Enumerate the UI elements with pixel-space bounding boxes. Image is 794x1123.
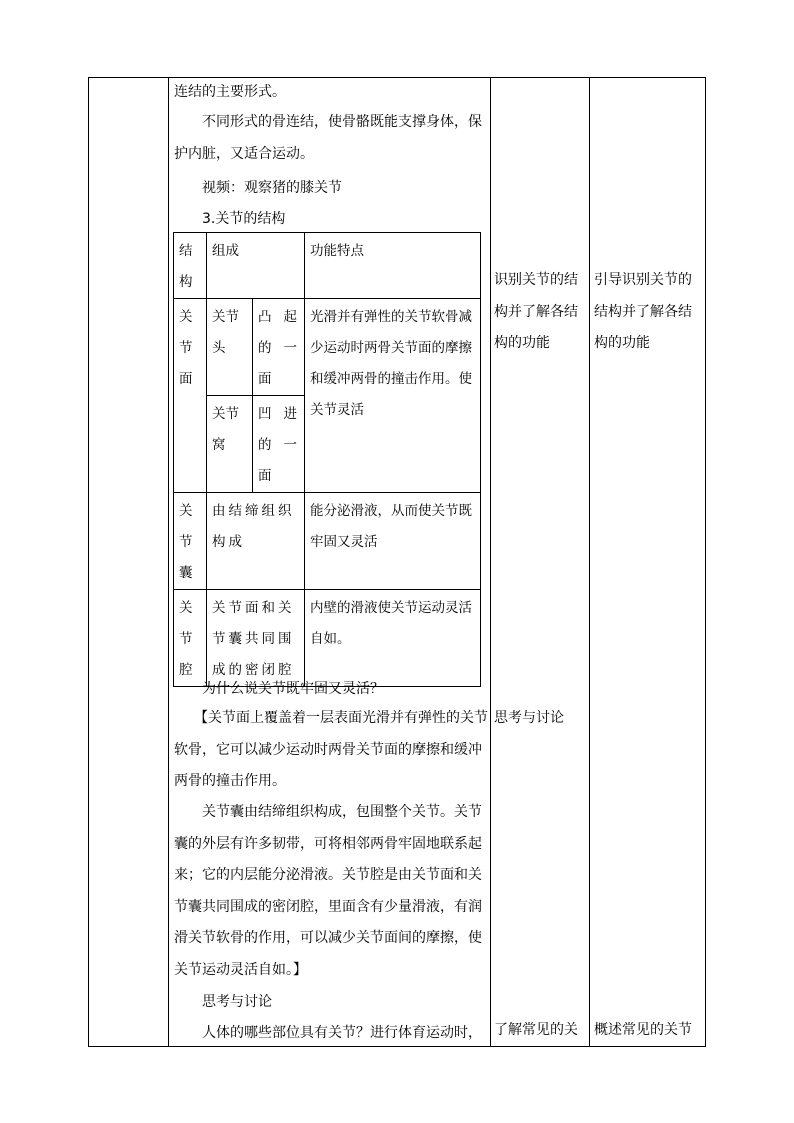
student-activity-2: 思考与讨论 xyxy=(494,710,564,726)
section-title: 3.关节的结构 xyxy=(202,211,286,227)
content-last-line: 人体的哪些部位具有关节？进行体育运动时， xyxy=(202,1025,482,1041)
sub-joint-head-desc: 凸起的一面 xyxy=(253,299,305,396)
column-divider xyxy=(168,78,169,1046)
design-intent-1: 引导识别关节的结构并了解各结构的功能 xyxy=(594,272,692,351)
row-joint-surface: 关节面 xyxy=(174,299,207,493)
joint-structure-table xyxy=(173,232,481,687)
design-intent-2: 概述常见的关节 xyxy=(594,1022,692,1038)
video-line: 视频：观察猪的膝关节 xyxy=(202,180,342,196)
header-composition: 组成 xyxy=(207,233,305,299)
sub-joint-socket: 关节窝 xyxy=(207,396,253,493)
row-joint-cavity: 关节腔 xyxy=(174,590,207,687)
content-line-top: 连结的主要形式。 xyxy=(174,84,286,100)
joint-capsule-function: 能分泌滑液，从而使关节既牢固又灵活 xyxy=(305,493,481,590)
joint-cavity-composition: 关节面和关节囊共同围成的密闭腔 xyxy=(207,590,305,687)
discussion-heading: 思考与讨论 xyxy=(202,994,272,1010)
sub-joint-socket-desc: 凹进的一面 xyxy=(253,396,305,493)
joint-surface-function: 光滑并有弹性的关节软骨减少运动时两骨关节面的摩擦和缓冲两骨的撞击作用。使关节灵活 xyxy=(305,299,481,493)
student-activity-3: 了解常见的关 xyxy=(494,1022,578,1038)
sub-joint-head: 关节头 xyxy=(207,299,253,396)
content-paragraph-1: 不同形式的骨连结，使骨骼既能支撑身体，保护内脏，又适合运动。 xyxy=(174,114,482,162)
joint-cavity-function: 内壁的滑液使关节运动灵活自如。 xyxy=(305,590,481,687)
student-activity-1: 识别关节的结构并了解各结构的功能 xyxy=(494,272,578,351)
column-divider xyxy=(490,78,491,1046)
header-function: 功能特点 xyxy=(305,233,481,299)
row-joint-capsule: 关节囊 xyxy=(174,493,207,590)
question-line: 为什么说关节既牢固又灵活？ xyxy=(202,681,384,697)
answer-paragraph-1: 【关节面上覆盖着一层表面光滑并有弹性的关节软骨，它可以减少运动时两骨关节面的摩擦和缓冲两骨的撞击作用。 xyxy=(174,710,488,789)
joint-capsule-composition: 由结缔组织构成 xyxy=(207,493,305,590)
column-divider xyxy=(589,78,590,1046)
header-structure: 结构 xyxy=(174,233,207,299)
answer-paragraph-2: 关节囊由结缔组织构成，包围整个关节。关节囊的外层有许多韧带，可将相邻两骨牢固地联系起来；它的内层能分泌滑液。关节腔是由关节面和关节囊共同围成的密闭腔，里面含有少量滑液，有润滑关节软骨的作用，可以减少关节面间的摩擦，使关节运动灵活自如。】 xyxy=(174,804,482,978)
